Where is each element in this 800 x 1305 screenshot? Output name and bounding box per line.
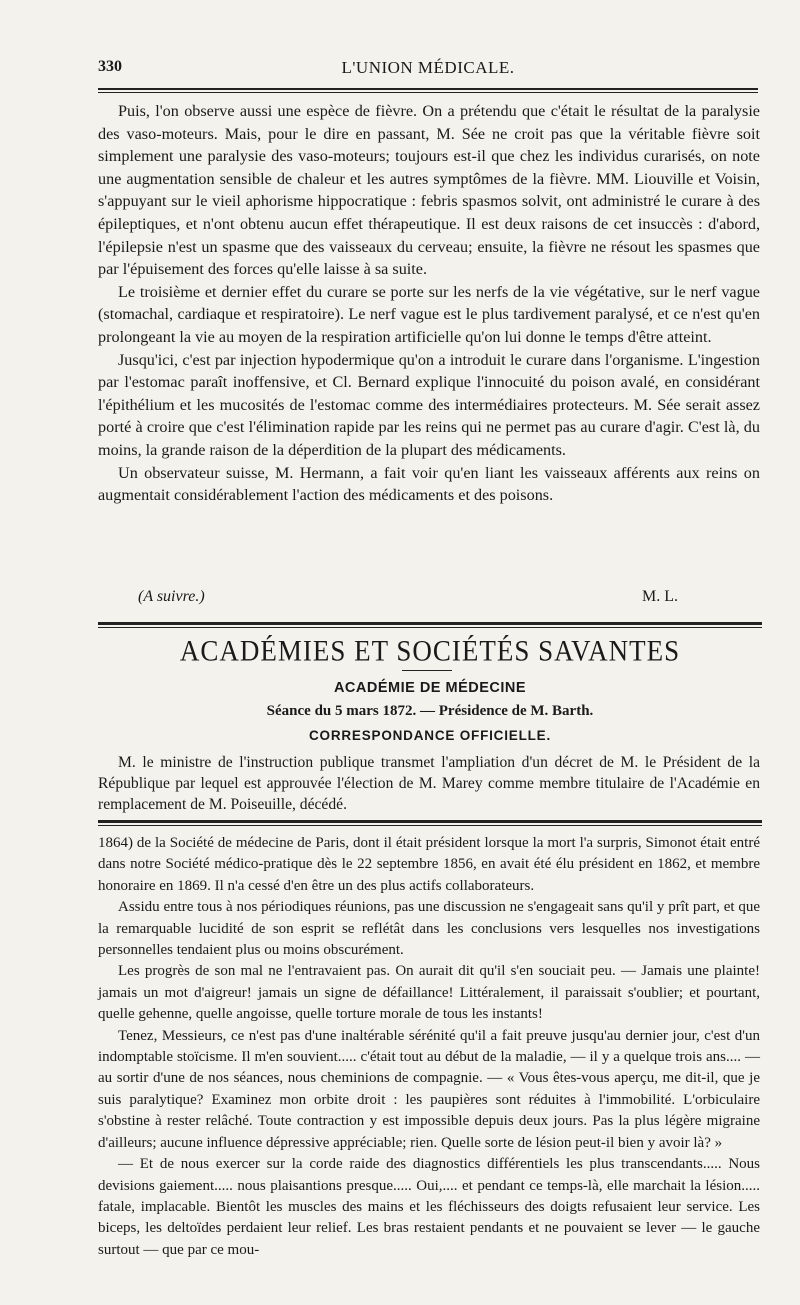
feuilleton-rule-thin — [98, 825, 762, 826]
to-be-continued: (A suivre.) — [138, 588, 205, 605]
paragraph: Un observateur suisse, M. Hermann, a fait voir qu'en liant les vaisseaux afférents aux reins on augmentait considérablement l'action des médicaments et des poisons. — [98, 463, 760, 505]
paragraph: Tenez, Messieurs, ce n'est pas d'une inaltérable sérénité qu'il a fait preuve jusqu'au dernier jour, c'est d'un indomptable stoïcisme. Il m'en souvient..... c'était tout au début de la maladie, — il y a quelque trois ans.... — au sortir d'une de nos séances, nous cheminions de compagnie. — « Vous êtes-vous aperçu, me dit-il, que je suis paralytique? Examinez mon orbite droit : les paupières sont réduites à l'immobilité. L'orbiculaire s'obstine à rester relâché. Toute contraction y est impossible depuis deux jours. Pas la plus légère migraine d'ailleurs; aucune influence dépressive appréciable; rien. Quelle sorte de lésion peut-il bien y avoir là? » — [98, 1027, 760, 1151]
paragraph: — Et de nous exercer sur la corde raide des diagnostics différentiels les plus transcendants..... Nous devisions gaiement..... nous plaisantions presque..... Oui,.... et pendant ce temps-là, elle marchait la lésion..... fatale, implacable. Bientôt les muscles des mains et les fléchisseurs des doigts refusaient leur service. Les biceps, les deltoïdes perdaient leur relief. Les bras restaient pendants et ne pouvaient se lever — le gauche surtout — que par ce mou- — [98, 1156, 760, 1258]
paragraph: Le troisième et dernier effet du curare se porte sur les nerfs de la vie végétative, sur le nerf vague (stomachal, cardiaque et respiratoire). Le nerf vague est le plus tardivement paralysé, et ce n'est qu'en prolongeant la vie au moyen de la respiration artificielle qu'on lui donne le temps d'être atteint. — [98, 282, 760, 346]
section-rule-thin — [98, 627, 762, 628]
paragraph: M. le ministre de l'instruction publique transmet l'ampliation d'un décret de M. le Président de la République par lequel est approuvée l'élection de M. Marey comme membre titulaire de l'Académie en remplacement de M. Poiseuille, décédé. — [98, 754, 760, 813]
running-title: L'UNION MÉDICALE. — [341, 58, 515, 77]
academy-name: ACADÉMIE DE MÉDECINE — [333, 680, 527, 696]
paragraph: Les progrès de son mal ne l'entravaient pas. On aurait dit qu'il s'en souciait peu. — Jamais une plainte! jamais un mot d'aigreur! jamais un signe de défaillance! Littéralement, il paraissait s'oublier; et pourtant, quelle gehenne, quelle angoisse, quelle torture morale de tous les instants! — [98, 963, 760, 1023]
session-date: Séance du 5 mars 1872. — Présidence de M. Barth. — [266, 703, 594, 719]
title-underline — [402, 670, 452, 671]
section-title: ACADÉMIES ET SOCIÉTÉS SAVANTES — [179, 634, 681, 668]
feuilleton-rule — [98, 820, 762, 823]
article-curare — [98, 100, 760, 507]
header-rule-thin — [98, 92, 758, 93]
correspondence-heading: CORRESPONDANCE OFFICIELLE. — [308, 728, 552, 743]
author-initials: M. L. — [642, 588, 678, 605]
paragraph: 1864) de la Société de médecine de Paris, dont il était président lorsque la mort l'a surpris, Simonot était entré dans notre Société médico-pratique dès le 22 septembre 1856, en avait été élu président en 1862, et membre honoraire en 1869. Il n'a cessé d'en être un des plus actifs collaborateurs. — [98, 835, 760, 894]
section-rule — [98, 622, 762, 625]
header-rule — [98, 88, 758, 90]
page-header — [98, 58, 758, 84]
paragraph: Jusqu'ici, c'est par injection hypodermique qu'on a introduit le curare dans l'organisme. L'ingestion par l'estomac paraît inoffensive, et Cl. Bernard explique l'innocuité du poison avalé, en considérant l'épithélium et les mucosités de l'estomac comme des intermédiaires protecteurs. M. Sée serait assez porté à croire que c'est l'élimination rapide par les reins qui ne permet pas au curare d'agir. C'est là, du moins, la grande raison de la déperdition de la plupart des médicaments. — [98, 350, 760, 459]
paragraph: Assidu entre tous à nos périodiques réunions, pas une discussion ne s'engageait sans qu'il y prît part, et que la remarquable lucidité de son esprit se reflétât dans les conclusions vers lesquelles nos investigations personnelles tendaient plus ou moins obscurément. — [98, 899, 760, 959]
feuilleton-eulogy — [98, 833, 760, 1261]
correspondence-text — [98, 752, 760, 815]
paragraph: Puis, l'on observe aussi une espèce de fièvre. On a prétendu que c'était le résultat de la paralysie des vaso-moteurs. Mais, pour le dire en passant, M. Sée ne croit pas que la véritable fièvre soit simplement une paralysie des vaso-moteurs; toujours est-il que chez les individus curarisés, on note une augmentation sensible de chaleur et les autres symptômes de la fièvre. MM. Liouville et Voisin, s'appuyant sur le vieil aphorisme hippocratique : febris spasmos solvit, ont administré le curare à des épileptiques, et n'ont obtenu aucun effet thérapeutique. Il est deux raisons de cet insuccès : d'abord, l'épilepsie n'est un spasme que des vaisseaux du cerveau; ensuite, la fièvre ne résout les spasmes que par l'épuisement des forces qu'elle laisse à sa suite. — [98, 102, 760, 279]
page-number: 330 — [98, 58, 122, 75]
